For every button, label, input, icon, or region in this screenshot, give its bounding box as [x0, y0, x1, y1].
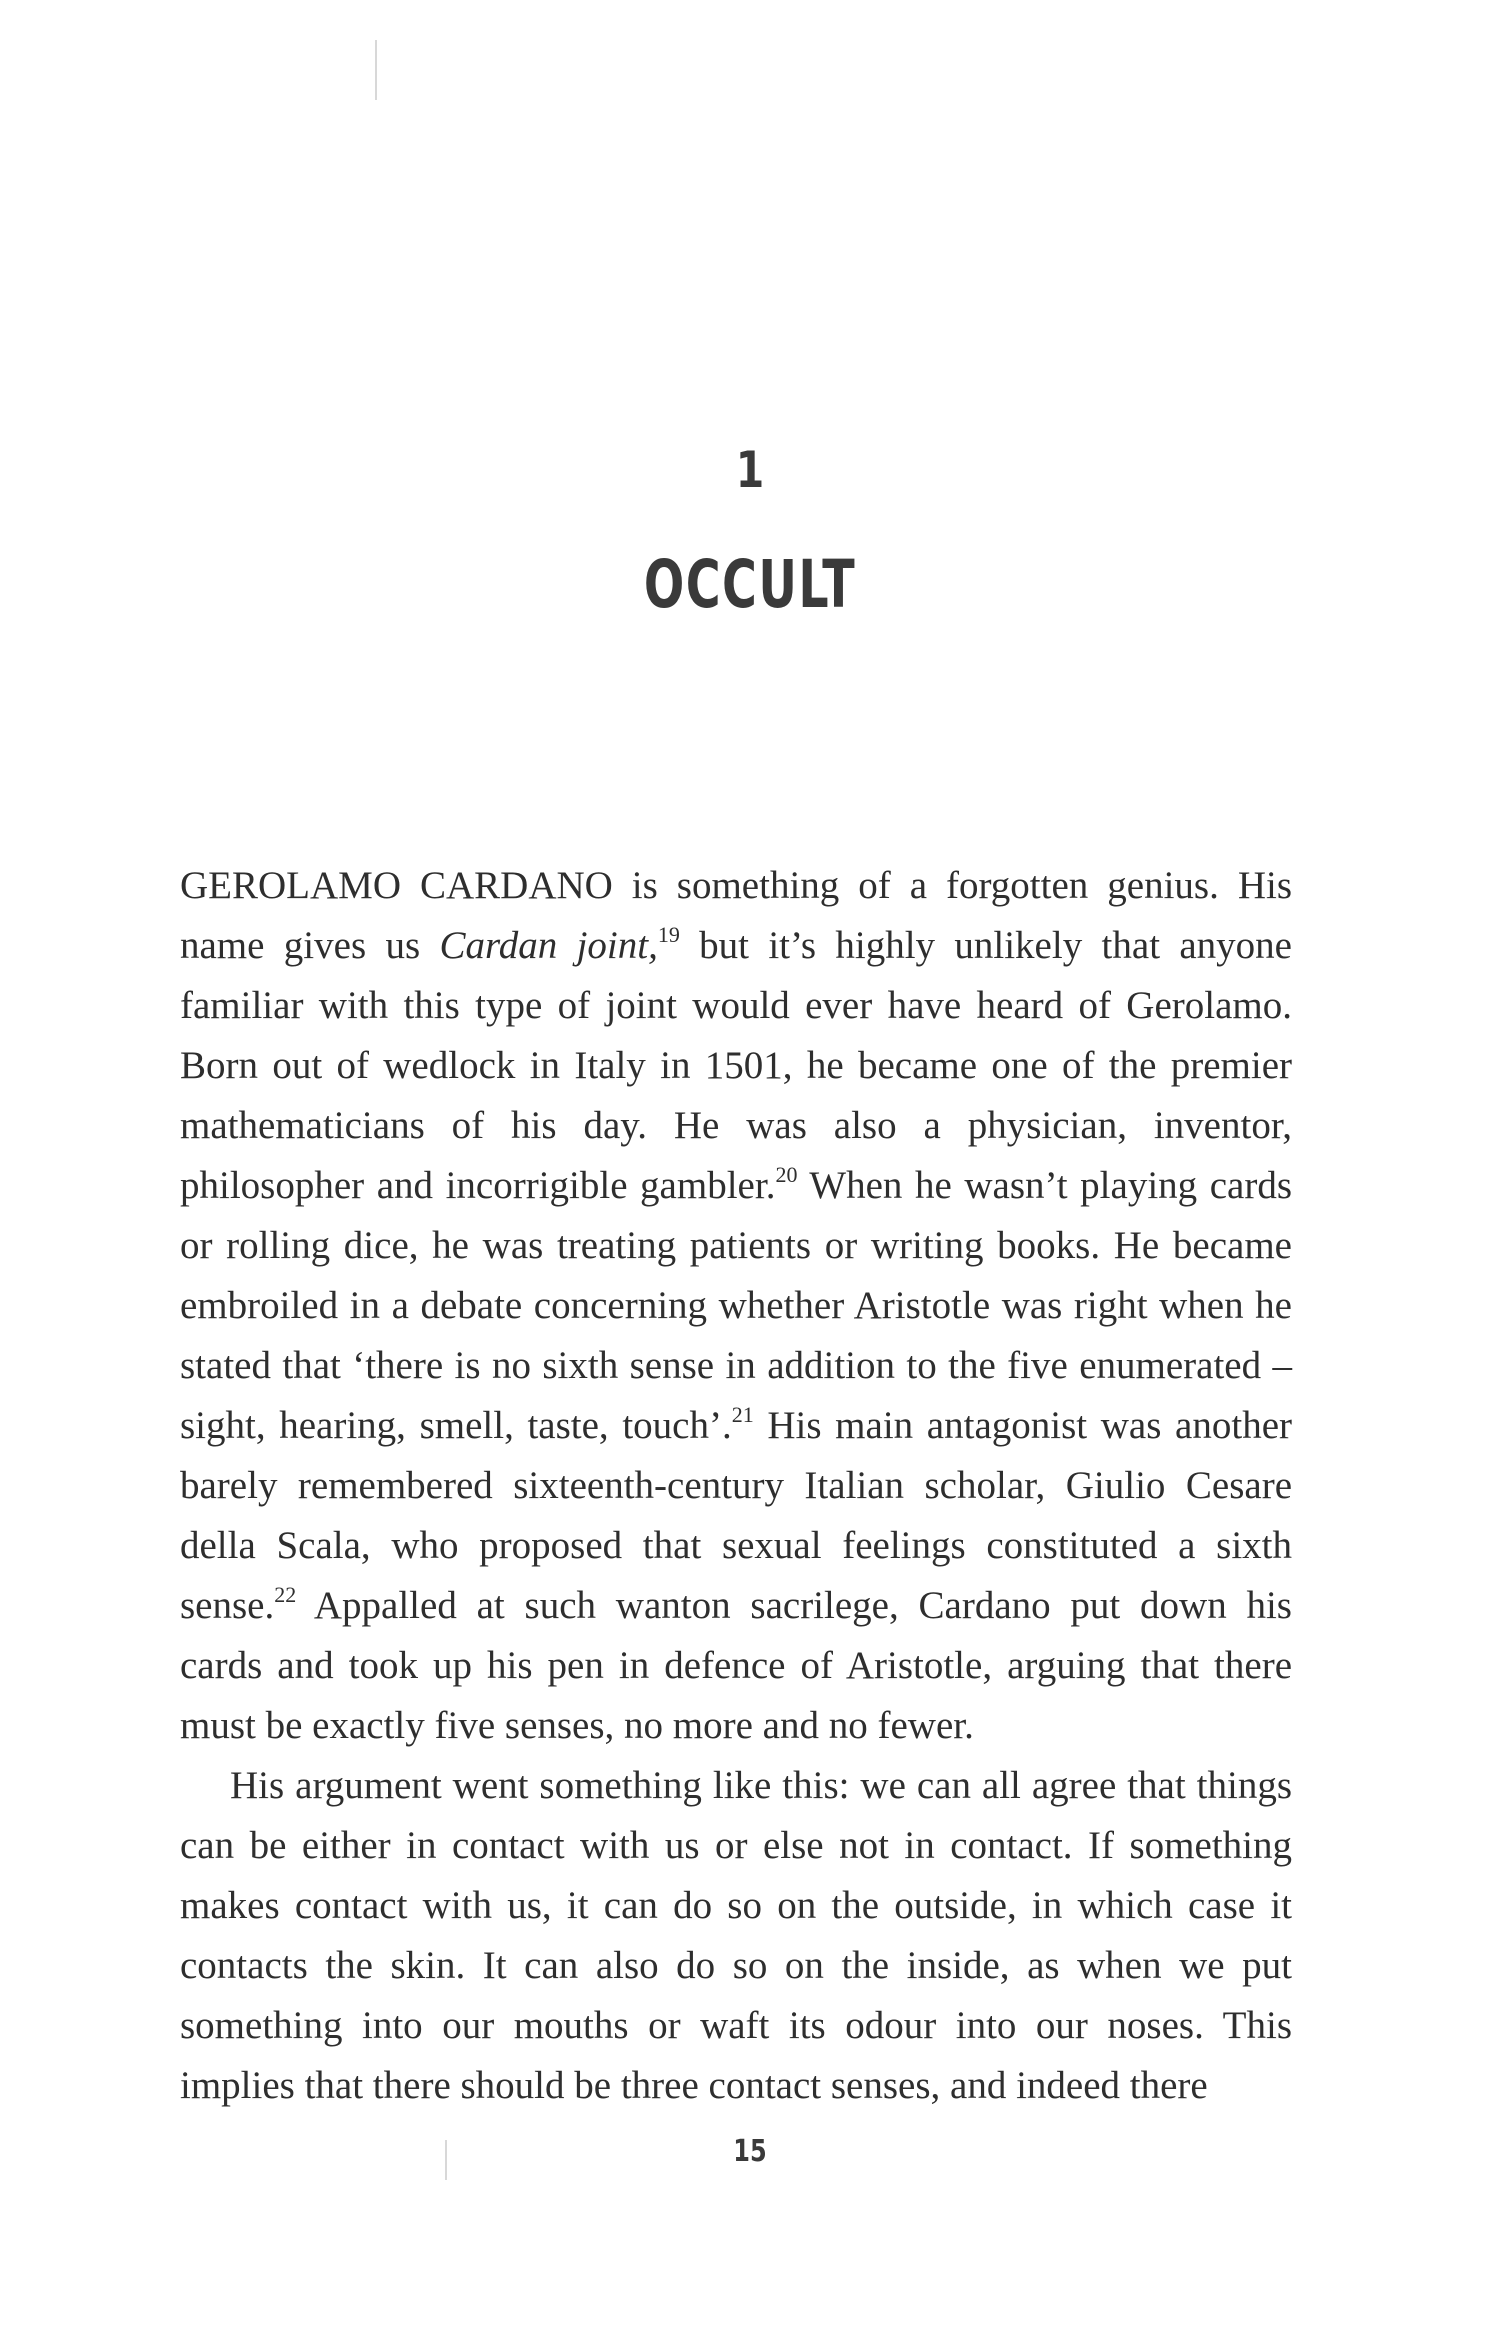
- text-run: When he wasn’t playing cards or rolling dice, he was treating patients or writing books. He became embroiled in a debate concerning whether Aristotle was right when he stated that ‘there is no sixth sense in addition to the five enumerated – sight, hearing, smell, taste, touch’.: [180, 1164, 1292, 1447]
- chapter-number: 1: [735, 441, 765, 499]
- page-number: 15: [733, 2134, 767, 2169]
- body-text: [180, 856, 1292, 2116]
- text-run: GEROLAMO CARDANO is something of a forgotten genius. His name gives us: [180, 864, 1292, 967]
- footnote-reference: 21: [731, 1402, 754, 1427]
- text-run: but it’s highly unlikely that anyone familiar with this type of joint would ever have heard of Gerolamo. Born out of wedlock in Italy in 1501, he became one of the premier mathematicians of his day. He was also a physician, inventor, philosopher and incorrigible gambler.: [180, 924, 1292, 1207]
- italic-text: Cardan joint,: [439, 924, 658, 967]
- text-run: His argument went something like this: we can all agree that things can be either in contact with us or else not in contact. If something makes contact with us, it can do so on the outside, in which case it contacts the skin. It can also do so on the inside, as when we put something into our mouths or waft its odour into our noses. This implies that there should be three contact senses, and indeed there: [180, 1764, 1292, 2107]
- paragraph: [180, 1756, 1292, 2116]
- text-run: Appalled at such wanton sacrilege, Cardano put down his cards and took up his pen in defence of Aristotle, arguing that there must be exactly five senses, no more and no fewer.: [180, 1584, 1292, 1747]
- footnote-reference: 20: [775, 1162, 798, 1187]
- footnote-reference: 19: [657, 922, 680, 947]
- paragraph: [180, 856, 1292, 1756]
- footnote-reference: 22: [274, 1582, 297, 1607]
- chapter-title: OCCULT: [643, 546, 857, 623]
- scan-mark: [375, 40, 377, 100]
- text-run: His main antagonist was another barely remembered sixteenth-century Italian scholar, Giulio Cesare della Scala, who proposed that sexual feelings constituted a sixth sense.: [180, 1404, 1292, 1627]
